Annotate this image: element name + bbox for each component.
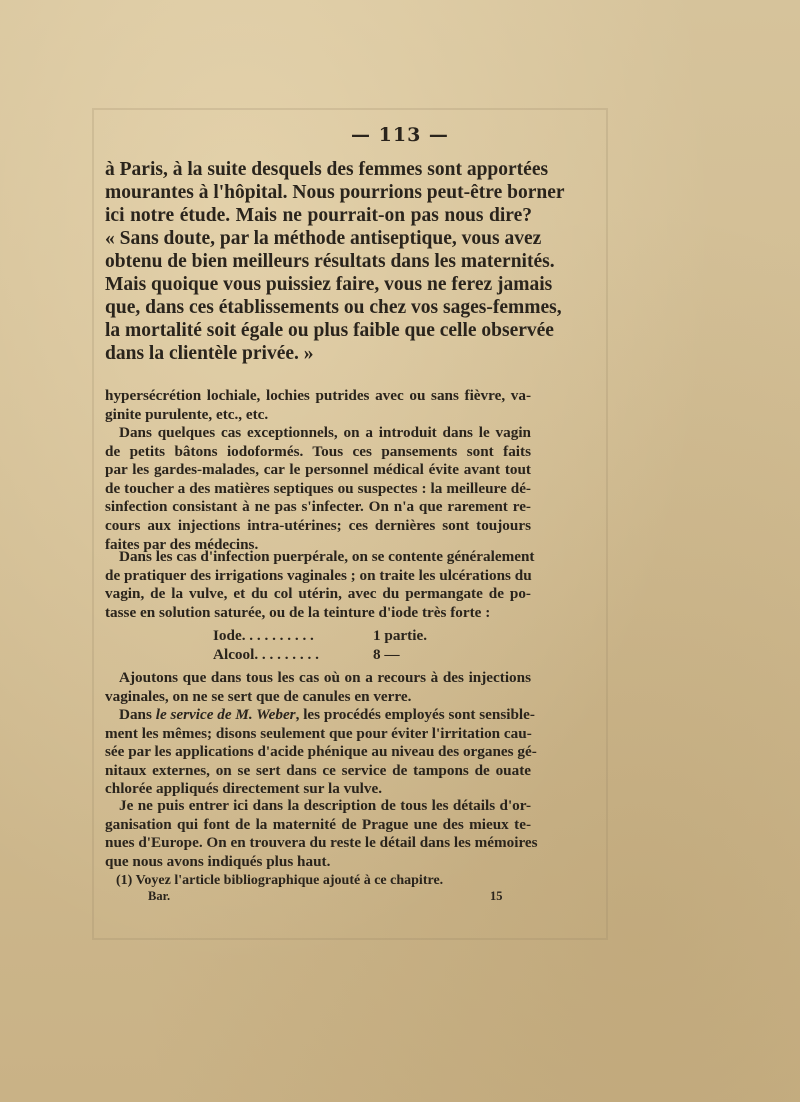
- text-line: ment les mêmes; disons seulement que pour éviter l'irritation cau-: [105, 724, 532, 742]
- formula-ingredient: Alcool. . . . . . . . .: [213, 646, 319, 663]
- text-line: faites par des médecins.: [105, 535, 259, 553]
- text-line: de pratiquer des irrigations vaginales ; on traite les ulcérations du: [105, 566, 532, 584]
- text-line: nues d'Europe. On en trouvera du reste le détail dans les mémoires: [105, 834, 538, 852]
- text-line: Je ne puis entrer ici dans la description de tous les détails d'or-: [119, 797, 531, 814]
- text-line: ginite purulente, etc., etc.: [105, 405, 269, 423]
- paragraph-injections: [105, 669, 531, 706]
- text-line: hypersécrétion lochiale, lochies putrides avec ou sans fièvre, va-: [105, 387, 531, 404]
- signature-author: Bar.: [148, 889, 171, 903]
- text-line: la mortalité soit égale ou plus faible que celle observée: [105, 320, 554, 341]
- text-line: Dans les cas d'infection puerpérale, on se contente généralement: [119, 548, 535, 565]
- text-line: à Paris, à la suite desquels des femmes sont apportées: [105, 159, 549, 180]
- text-line: chlorée appliqués directement sur la vulve.: [105, 780, 383, 798]
- italic-fragment: le service de M. Weber: [155, 706, 296, 723]
- text-line: Dans quelques cas exceptionnels, on a introduit dans le vagin: [119, 424, 531, 441]
- text-line: mourantes à l'hôpital. Nous pourrions peut-être borner: [105, 182, 565, 203]
- paragraph-continued: [105, 158, 565, 365]
- formula-row: [213, 645, 427, 664]
- text-line: de toucher a des matières septiques ou suspectes : la meilleure dé-: [105, 479, 531, 497]
- text-line: Mais quoique vous puissiez faire, vous ne ferez jamais: [105, 274, 553, 295]
- formula-table: [213, 626, 427, 664]
- text-line: nitaux externes, on se sert dans ce service de tampons de ouate: [105, 761, 531, 779]
- formula-row: [213, 626, 427, 645]
- text-line: Ajoutons que dans tous les cas où on a recours à des injections: [119, 669, 531, 686]
- paragraph-hypersecretion: [105, 387, 531, 424]
- text-line: « Sans doute, par la méthode antiseptique, vous avez: [105, 228, 542, 249]
- text-fragment: Dans: [119, 706, 156, 723]
- paragraph-iodoform: [105, 424, 531, 554]
- text-line: [105, 706, 535, 725]
- text-line: cours aux injections intra-utérines; ces dernières sont toujours: [105, 516, 531, 534]
- formula-amount: 1 partie.: [373, 627, 427, 644]
- text-line: sinfection consistant à ne pas s'infecter. On n'a que rarement re-: [105, 498, 531, 516]
- text-fragment: , les procédés employés sont sensible-: [295, 706, 535, 723]
- text-line: tasse en solution saturée, ou de la teinture d'iode très forte :: [105, 603, 491, 621]
- formula-ingredient: Iode. . . . . . . . . .: [213, 627, 314, 644]
- text-line: dans la clientèle privée. »: [105, 343, 314, 364]
- text-line: par les gardes-malades, car le personnel médical évite avant tout: [105, 461, 531, 479]
- footnote: (1) Voyez l'article bibliographique ajouté à ce chapitre.: [116, 873, 444, 888]
- paragraph-infection: [105, 548, 535, 622]
- text-line: sée par les applications d'acide phénique au niveau des organes gé-: [105, 743, 537, 761]
- text-line: que nous avons indiqués plus haut.: [105, 852, 331, 870]
- text-line: vaginales, on ne se sert que de canules en verre.: [105, 687, 412, 705]
- paragraph-prague: [105, 797, 538, 871]
- text-line: de petits bâtons iodoformés. Tous ces pansements sont faits: [105, 442, 531, 460]
- text-line: ganisation qui font de la maternité de Prague une des mieux te-: [105, 815, 531, 833]
- text-line: ici notre étude. Mais ne pourrait-on pas nous dire?: [105, 205, 532, 226]
- page-number: — 113 —: [351, 124, 449, 146]
- formula-amount: 8 —: [373, 646, 400, 663]
- text-line: obtenu de bien meilleurs résultats dans les maternités.: [105, 251, 555, 272]
- signature-sheet-number: 15: [490, 889, 503, 903]
- paragraph-weber-service: [105, 706, 537, 799]
- text-line: que, dans ces établissements ou chez vos sages-femmes,: [105, 297, 562, 318]
- text-line: vagin, de la vulve, et du col utérin, avec du permangate de po-: [105, 585, 531, 603]
